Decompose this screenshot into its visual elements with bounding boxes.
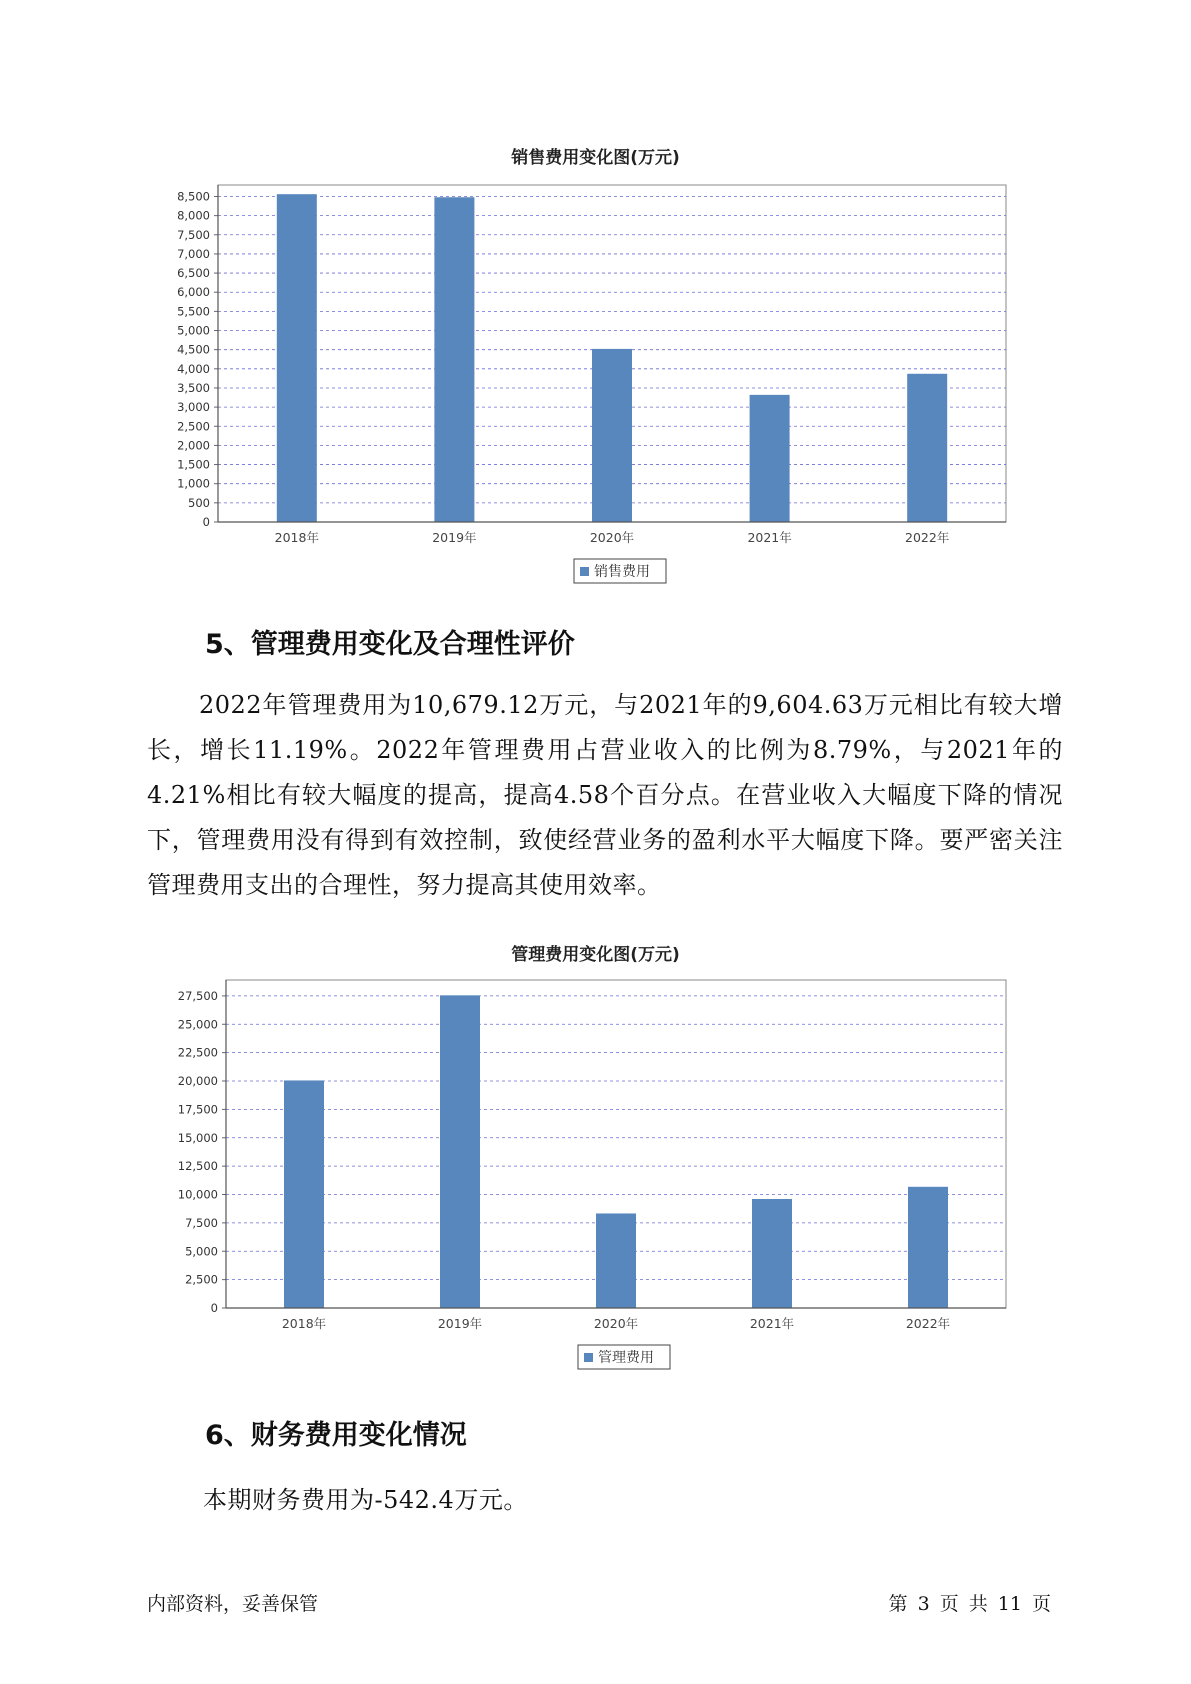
x-tick-label: 2021年 <box>749 1316 795 1331</box>
section5-heading: 5、管理费用变化及合理性评价 <box>205 629 575 660</box>
y-tick-label: 7,500 <box>177 227 210 242</box>
y-tick-label: 0 <box>210 1301 218 1315</box>
y-tick-label: 2,500 <box>177 419 210 434</box>
legend-label: 管理费用 <box>598 1350 654 1366</box>
y-tick-label: 7,500 <box>185 1215 218 1230</box>
y-tick-label: 20,000 <box>177 1074 218 1089</box>
x-tick-label: 2019年 <box>432 530 477 545</box>
bar <box>284 1080 324 1308</box>
x-tick-label: 2020年 <box>589 530 635 545</box>
y-tick-label: 15,000 <box>177 1130 218 1145</box>
y-tick-label: 5,000 <box>177 323 210 338</box>
legend-swatch <box>584 1353 593 1362</box>
y-tick-label: 10,000 <box>177 1187 218 1202</box>
bar <box>908 1187 948 1308</box>
bar <box>907 374 947 522</box>
y-tick-label: 17,500 <box>177 1102 218 1117</box>
section6-paragraph: 本期财务费用为-542.4万元。 <box>203 1486 528 1514</box>
chart1-title: 销售费用变化图(万元) <box>511 148 680 168</box>
x-tick-label: 2022年 <box>905 1316 951 1331</box>
bar <box>440 995 480 1308</box>
sales-expense-chart <box>0 165 1191 585</box>
y-tick-label: 12,500 <box>177 1159 218 1174</box>
y-tick-label: 22,500 <box>177 1045 218 1060</box>
bar <box>750 395 790 522</box>
bar <box>592 349 632 522</box>
bar <box>277 194 317 522</box>
y-tick-label: 500 <box>188 495 210 510</box>
section6-heading: 6、财务费用变化情况 <box>205 1420 467 1451</box>
legend-swatch <box>580 567 589 576</box>
x-tick-label: 2018年 <box>274 530 319 545</box>
footer-confidential-note: 内部资料，妥善保管 <box>147 1593 319 1615</box>
bar <box>596 1213 636 1308</box>
y-tick-label: 27,500 <box>177 988 218 1003</box>
y-tick-label: 1,500 <box>177 457 210 472</box>
y-tick-label: 6,500 <box>177 266 210 281</box>
x-tick-label: 2020年 <box>593 1316 639 1331</box>
admin-expense-chart <box>0 962 1191 1382</box>
bar <box>434 197 474 522</box>
y-tick-label: 0 <box>202 515 210 529</box>
x-tick-label: 2019年 <box>437 1316 483 1331</box>
legend-label: 销售费用 <box>594 564 650 580</box>
x-tick-label: 2018年 <box>281 1316 327 1331</box>
y-tick-label: 3,500 <box>177 380 210 395</box>
y-tick-label: 6,000 <box>177 285 210 300</box>
y-tick-label: 5,000 <box>185 1244 218 1259</box>
x-tick-label: 2022年 <box>905 530 950 545</box>
section5-paragraph: 2022年管理费用为10,679.12万元，与2021年的9,604.63万元相比有较大增长，增长11.19%。2022年管理费用占营业收入的比例为8.79%，与2021年的4.21%相比有较大幅度的提高，提高4.58个百分点。在营业收入大幅度下降的情况下，管理费用没有得到有效控制，致使经营业务的盈利水平大幅度下降。要严密关注管理费用支出的合理性，努力提高其使用效率。 <box>147 691 1063 899</box>
y-tick-label: 4,500 <box>177 342 210 357</box>
chart2-title: 管理费用变化图(万元) <box>511 945 680 965</box>
y-tick-label: 1,000 <box>177 476 210 491</box>
y-tick-label: 8,000 <box>177 208 210 223</box>
x-tick-label: 2021年 <box>747 530 792 545</box>
y-tick-label: 4,000 <box>177 361 210 376</box>
y-tick-label: 25,000 <box>177 1017 218 1032</box>
y-tick-label: 2,500 <box>185 1272 218 1287</box>
y-tick-label: 7,000 <box>177 246 210 261</box>
y-tick-label: 8,500 <box>177 189 210 204</box>
y-tick-label: 3,000 <box>177 400 210 415</box>
y-tick-label: 5,500 <box>177 304 210 319</box>
bar <box>752 1199 792 1308</box>
y-tick-label: 2,000 <box>177 438 210 453</box>
footer-page-number: 第 3 页 共 11 页 <box>888 1593 1051 1615</box>
